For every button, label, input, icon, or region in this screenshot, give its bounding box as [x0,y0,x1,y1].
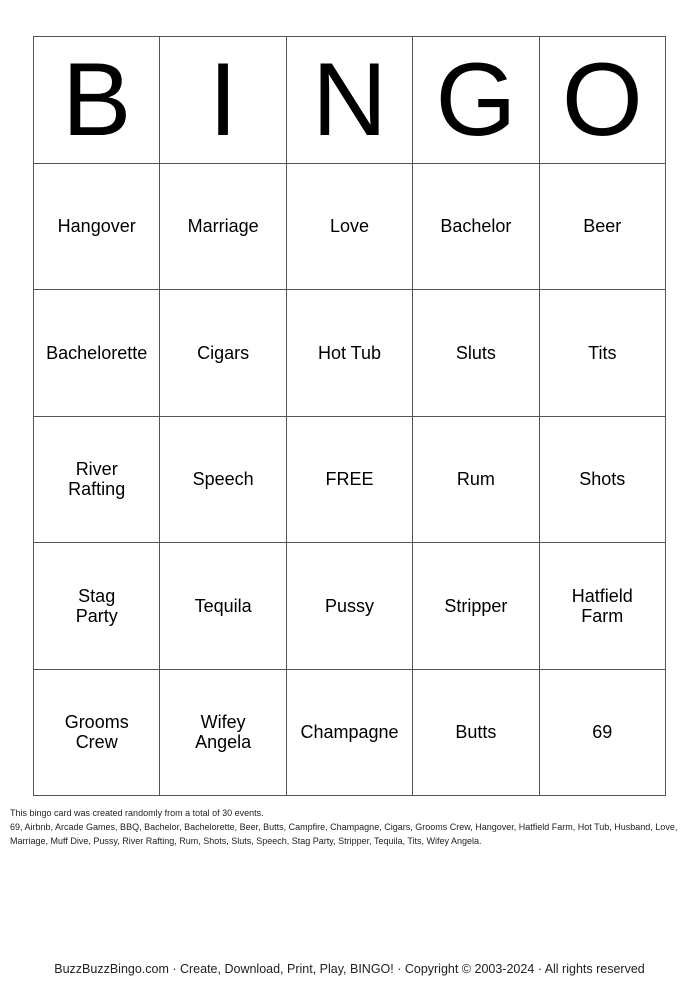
card-info-summary: This bingo card was created randomly from a total of 30 events. [10,808,264,818]
bingo-cell: Cigars [160,290,286,417]
header-letter-g: G [413,37,539,164]
bingo-cell: Sluts [413,290,539,417]
bingo-cell: Rum [413,417,539,544]
bingo-cell: Butts [413,670,539,797]
bingo-cell: Shots [540,417,666,544]
bingo-cell: Hatfield Farm [540,543,666,670]
bingo-cell: Wifey Angela [160,670,286,797]
bingo-cell: 69 [540,670,666,797]
bingo-cell: Tequila [160,543,286,670]
bingo-cell: Champagne [287,670,413,797]
bingo-cell: Stag Party [34,543,160,670]
bingo-cell: Beer [540,164,666,291]
bingo-cell: River Rafting [34,417,160,544]
bingo-cell: Hot Tub [287,290,413,417]
free-space-cell: FREE [287,417,413,544]
header-letter-o: O [540,37,666,164]
header-letter-i: I [160,37,286,164]
bingo-cell: Grooms Crew [34,670,160,797]
bingo-cell: Stripper [413,543,539,670]
bingo-cell: Speech [160,417,286,544]
bingo-cell: Marriage [160,164,286,291]
header-letter-b: B [34,37,160,164]
bingo-cell: Pussy [287,543,413,670]
bingo-cell: Bachelorette [34,290,160,417]
card-info [10,806,694,848]
card-info-events-list: 69, Airbnb, Arcade Games, BBQ, Bachelor, Bachelorette, Beer, Butts, Campfire, Champagne, Cigars, Grooms Crew, Hangover, Hatfield Farm, Hot Tub, Husband, Love, Marriage, Muff Dive, Pussy, River Rafting, Rum, Shots, Sluts, Speech, Stag Party, Stripper, Tequila, Tits, Wifey Angela. [10,822,678,846]
bingo-card [33,36,666,796]
bingo-cell: Tits [540,290,666,417]
header-letter-n: N [287,37,413,164]
bingo-cell: Bachelor [413,164,539,291]
bingo-cell: Love [287,164,413,291]
bingo-cell: Hangover [34,164,160,291]
page-footer: BuzzBuzzBingo.com · Create, Download, Print, Play, BINGO! · Copyright © 2003-2024 · All rights reserved [54,962,645,976]
